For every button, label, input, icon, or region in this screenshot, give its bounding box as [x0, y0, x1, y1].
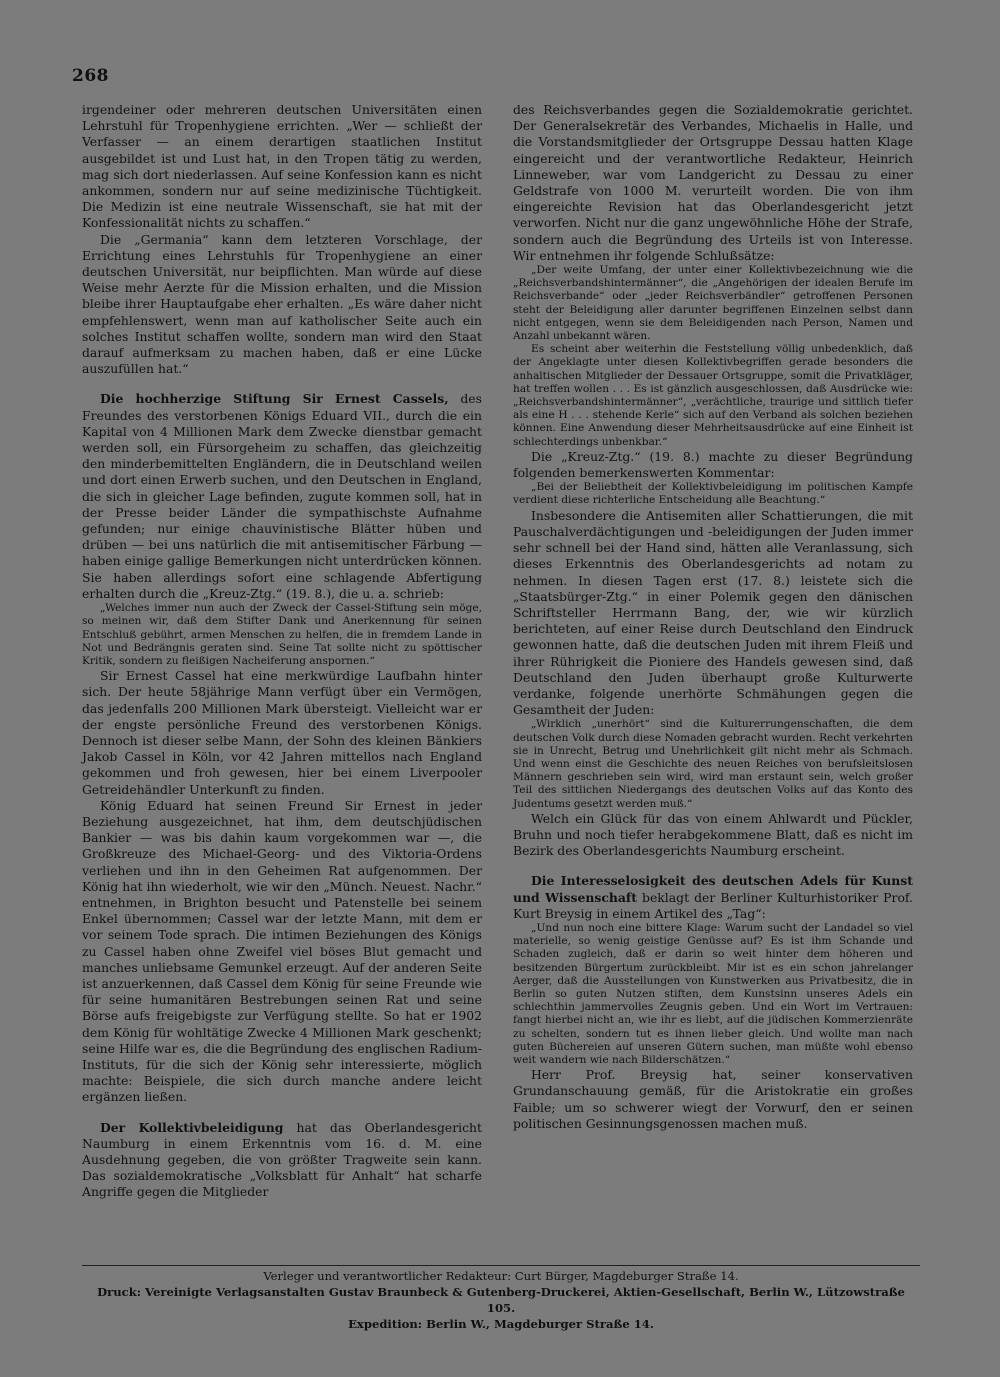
- imprint-printer: Druck: Vereinigte Verlagsanstalten Gustav Braunbeck & Gutenberg-Druckerei, Aktien-Gesellschaft, Berlin W., Lützowstraße 105.: [97, 1285, 905, 1315]
- section-lead: Die Interesselosigkeit des deutschen Adels für Kunst und Wissenschaft: [513, 873, 913, 905]
- paragraph: Herr Prof. Breysig hat, seiner konservativen Grundanschauung gemäß, für die Aristokratie ein großes Faible; um so schwerer wiegt der Vorwurf, den er seinen politischen Gesinnungsgenossen machen muß.: [513, 1067, 913, 1131]
- paragraph-text: des Freundes des verstorbenen Königs Eduard VII., durch die ein Kapital von 4 Millionen Mark dem Zwecke dienstbar gemacht werden soll, ein Fürsorgeheim zu schaffen, das gleichzeitig den minderbemittelten Engländern, die in Deutschland weilen und dort einen Erwerb suchen, und den Deutschen in England, die sich in gleicher Lage befinden, zugute kommen soll, hat in der Presse beider Länder die sympathischste Aufnahme gefunden; nur einige chauvinistische Blätter hüben und drüben — bei uns natürlich die mit antisemitischer Färbung — haben einige gallige Bemerkungen nicht unterdrücken können. Sie haben allerdings sofort eine schlagende Abfertigung erhalten durch die „Kreuz-Ztg.“ (19. 8.), die u. a. schrieb:: [82, 391, 482, 601]
- paragraph: Sir Ernest Cassel hat eine merkwürdige Laufbahn hinter sich. Der heute 58jährige Mann verfügt über ein Vermögen, das jedenfalls 200 Millionen Mark übersteigt. Vielleicht war er der engste persönliche Freund des verstorbenen Königs. Dennoch ist dieser selbe Mann, der Sohn des kleinen Bänkiers Jakob Cassel in Köln, vor 42 Jahren mittellos nach England gekommen und froh gewesen, hier bei einem Liverpooler Getreidehändler Unterkunft zu finden.: [82, 668, 482, 797]
- section-lead: Der Kollektivbeleidigung: [100, 1119, 284, 1135]
- imprint-footer: [82, 1268, 920, 1332]
- quotation: „Der weite Umfang, der unter einer Kollektivbezeichnung wie die „Reichsverbandshintermänner“, die „Angehörigen der idealen Berufe im Reichsverbande“ oder „jeder Reichsverbändler“ getroffenen Personen steht der Beleidigung aller darunter begriffenen Einzelnen selbst dann nicht entgegen, wenn sie dem Beleidigenden nach Person, Namen und Anzahl unbekannt wären.: [513, 264, 913, 343]
- quotation: „Welches immer nun auch der Zweck der Cassel-Stiftung sein möge, so meinen wir, daß dem Stifter Dank und Anerkennung für seinen Entschluß gebührt, armen Menschen zu helfen, die in fremdem Lande in Not und Bedrängnis geraten sind. Seine Tat sollte nicht zu spöttischer Kritik, sondern zu fleißigen Nacheiferung anspornen.“: [82, 602, 482, 667]
- quotation: Es scheint aber weiterhin die Feststellung völlig unbedenklich, daß der Angeklagte unter diesen Kollektivbegriffen gerade besonders die anhaltischen Mitglieder der Dessauer Ortsgruppe, somit die Privatkläger, hat treffen wollen . . . Es ist gänzlich ausgeschlossen, daß Ausdrücke wie: „Reichsverbandshintermänner“, „verächtliche, traurige und sittlich tiefer als eine H . . . stehende Kerle“ sich auf den Verband als solchen beziehen können. Eine Anwendung dieser Mehrheitsausdrücke auf eine Einheit ist schlechterdings unbenkbar.“: [513, 343, 913, 448]
- footer-divider: [82, 1265, 920, 1266]
- paragraph: [513, 873, 913, 922]
- quotation: „Wirklich „unerhört“ sind die Kulturerrungenschaften, die dem deutschen Volk durch diese Nomaden gebracht wurden. Recht verkehrten sie in Unrecht, Betrug und Unehrlichkeit gilt nicht mehr als Schmach. Und wenn einst die Geschichte des neuen Reiches von berufsleitslosen Männern geschrieben sein wird, wird man erstaunt sein, welch großer Teil des sittlichen Niedergangs des deutschen Volks auf das Konto des Judentums gesetzt werden muß.“: [513, 718, 913, 810]
- imprint-expedition: Expedition: Berlin W., Magdeburger Straße 14.: [348, 1317, 654, 1331]
- spacer: [82, 1106, 482, 1120]
- left-column: [82, 102, 482, 1201]
- imprint-editor: Verleger und verantwortlicher Redakteur: Curt Bürger, Magdeburger Straße 14.: [263, 1269, 739, 1283]
- paragraph: [82, 1120, 482, 1201]
- paragraph-text: hat das Oberlandesgericht Naumburg in einem Erkenntnis vom 16. d. M. eine Ausdehnung gegeben, die von größter Tragweite sein kann. Das sozialdemokratische „Volksblatt für Anhalt“ hat scharfe Angriffe gegen die Mitglieder: [82, 1119, 482, 1200]
- paragraph: irgendeiner oder mehreren deutschen Universitäten einen Lehrstuhl für Tropenhygiene errichten. „Wer — schließt der Verfasser — an einem derartigen staatlichen Institut ausgebildet ist und Lust hat, in den Tropen tätig zu werden, mag sich dort niederlassen. Auf seine Konfession kann es nicht ankommen, sondern nur auf seine medizinische Tüchtigkeit. Die Medizin ist eine neutrale Wissenschaft, sie hat mit der Konfessionalität nichts zu schaffen.“: [82, 102, 482, 231]
- paragraph: Die „Germania“ kann dem letzteren Vorschlage, der Errichtung eines Lehrstuhls für Tropenhygiene an einer deutschen Universität, nur beipflichten. Man würde auf diese Weise mehr Aerzte für die Mission erhalten, und die Mission bleibe ihrer Hauptaufgabe eher erhalten. „Es wäre daher nicht empfehlenswert, wenn man auf katholischer Seite auch ein solches Institut schaffen wollte, sondern man wird den Staat darauf aufmerksam zu machen haben, daß er eine Lücke auszufüllen hat.“: [82, 231, 482, 377]
- quotation: „Bei der Beliebtheit der Kollektivbeleidigung im politischen Kampfe verdient diese richterliche Entscheidung alle Beachtung.“: [513, 481, 913, 507]
- right-column: [513, 102, 913, 1132]
- paragraph: Welch ein Glück für das von einem Ahlwardt und Pückler, Bruhn und noch tiefer herabgekommene Blatt, daß es nicht im Bezirk des Oberlandesgerichts Naumburg erscheint.: [513, 810, 913, 859]
- paragraph: Die „Kreuz-Ztg.“ (19. 8.) machte zu dieser Begründung folgenden bemerkenswerten Kommentar:: [513, 448, 913, 481]
- paragraph: Insbesondere die Antisemiten aller Schattierungen, die mit Pauschalverdächtigungen und -beleidigungen der Juden immer sehr schnell bei der Hand sind, hätten alle Veranlassung, sich dieses Erkenntnis des Oberlandesgerichts ad notam zu nehmen. In diesen Tagen erst (17. 8.) leistete sich die „Staatsbürger-Ztg.“ in einer Polemik gegen den dänischen Schriftsteller Herrmann Bang, der, wie wir kürzlich berichteten, auf einer Reise durch Deutschland den Eindruck gewonnen hatte, daß die deutschen Juden mit ihrem Fleiß und ihrer Rührigkeit die Pioniere des Handels gewesen sind, daß Deutschland den Juden überhaupt große Kulturwerte verdanke, folgende unerhörte Schmähungen gegen die Gesamtheit der Juden:: [513, 507, 913, 718]
- quotation: „Und nun noch eine bittere Klage: Warum sucht der Landadel so viel materielle, so wenig geistige Genüsse auf? Es ist ihm Schande und Schaden zugleich, daß er darin so weit hinter dem höheren und besitzenden Bürgertum zurückbleibt. Mir ist es ein schon jahrelanger Aerger, daß die Ausstellungen von Kunstwerken aus Privatbesitz, die in Berlin so guten Nutzen stiften, dem Kunstsinn unseres Adels ein schlechthin jammervolles Zeugnis geben. Und ein Wort im Vertrauen: fangt hierbei nicht an, wie ihr es liebt, auf die jüdischen Kommerzienräte zu schelten, sondern tut es ihnen lieber gleich. Und wollte man nach guten Büchereien auf unseren Gütern suchen, man müßte wohl ebenso weit wandern wie nach Bilderschätzen.“: [513, 921, 913, 1066]
- spacer: [513, 859, 913, 873]
- paragraph: [82, 391, 482, 602]
- page-number: 268: [72, 66, 109, 86]
- paragraph-text: beklagt der Berliner Kulturhistoriker Prof. Kurt Breysig in einem Artikel des „Tag“:: [513, 889, 913, 921]
- paragraph: des Reichsverbandes gegen die Sozialdemokratie gerichtet. Der Generalsekretär des Verbandes, Michaelis in Halle, und die Vorstandsmitglieder der Ortsgruppe Dessau hatten Klage eingereicht und der verantwortliche Redakteur, Heinrich Linneweber, war vom Landgericht zu Dessau zu einer Geldstrafe von 1000 M. verurteilt worden. Die von ihm eingereichte Revision hat das Oberlandesgericht jetzt verworfen. Nicht nur die ganz ungewöhnliche Höhe der Strafe, sondern auch die Begründung des Urteils ist von Interesse. Wir entnehmen ihr folgende Schlußsätze:: [513, 102, 913, 263]
- section-lead: Die hochherzige Stiftung Sir Ernest Cassels,: [100, 391, 449, 407]
- paragraph: König Eduard hat seinen Freund Sir Ernest in jeder Beziehung ausgezeichnet, hat ihm, dem deutschjüdischen Bankier — was bis dahin kaum vorgekommen war —, die Großkreuze des Michael-Georg- und des Viktoria-Ordens verliehen und ihn in den Geheimen Rat aufgenommen. Der König hat ihn wiederholt, wie wir den „Münch. Neuest. Nachr.“ entnehmen, in Brighton besucht und Patenstelle bei seinem Enkel übernommen; Cassel war der letzte Mann, mit dem er vor seinem Tode sprach. Die intimen Beziehungen des Königs zu Cassel haben ohne Zweifel viel böses Blut gemacht und manches unliebsame Gemunkel erzeugt. Auf der anderen Seite ist anzuerkennen, daß Cassel dem König für seine Freunde wie für seine humanitären Bestrebungen seinen Rat und seine Börse aufs freigebigste zur Verfügung stellte. So hat er 1902 dem König für wohltätige Zwecke 4 Millionen Mark geschenkt; seine Hilfe war es, die die Begründung des englischen Radium-Instituts, für die sich der König sehr interessierte, möglich machte: Beispiele, die sich durch manche andere leicht ergänzen ließen.: [82, 797, 482, 1105]
- spacer: [82, 377, 482, 391]
